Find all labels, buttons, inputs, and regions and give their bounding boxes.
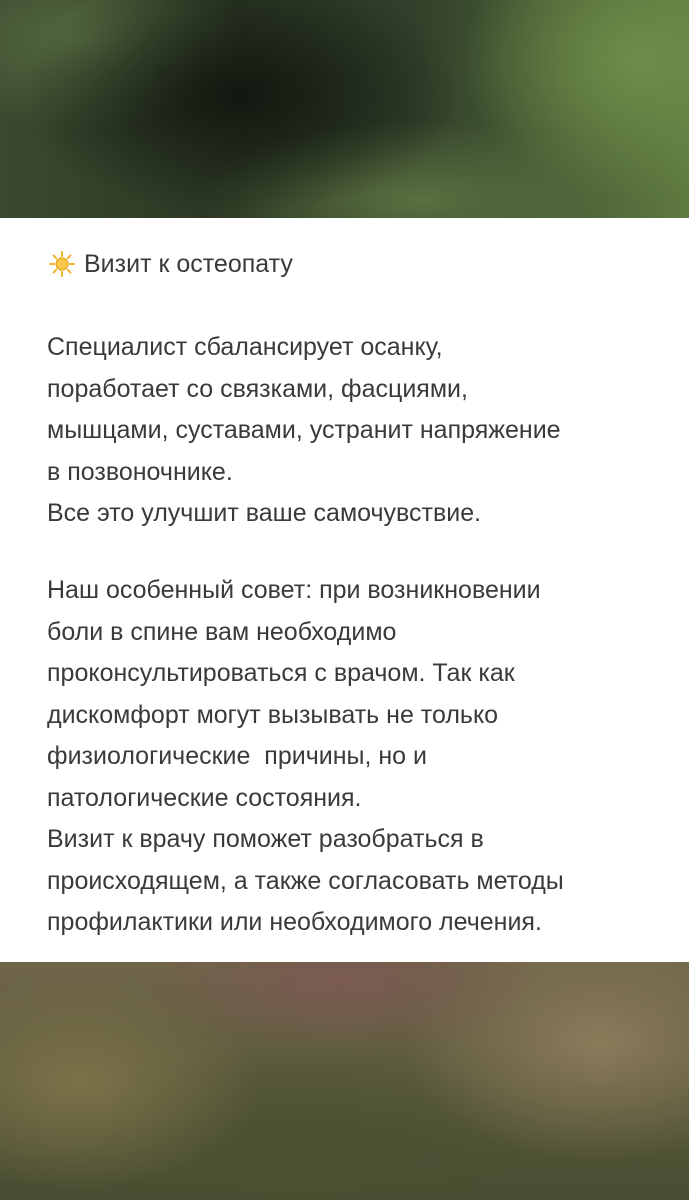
text-line: Все это улучшит ваше самочувствие. — [47, 499, 482, 527]
text-line: физиологические причины, но и — [47, 742, 427, 770]
post-title: Визит к остеопату — [84, 249, 293, 278]
text-line: дискомфорт могут вызывать не только — [47, 700, 499, 729]
sun-icon — [48, 250, 76, 278]
text-line: в позвоночнике. — [47, 457, 233, 486]
text-line: поработает со связками, фасциями, — [47, 374, 468, 403]
blurred-background-top — [0, 0, 689, 218]
text-line: Визит к врачу поможет разобраться в — [47, 825, 484, 853]
text-line: патологические состояния. — [47, 783, 362, 812]
text-line: профилактики или необходимого лечения. — [47, 908, 542, 936]
text-line: происходящем, а также согласовать методы — [47, 866, 564, 895]
text-line: Специалист сбалансирует осанку, — [47, 333, 443, 361]
text-line: Наш особенный совет: при возникновении — [47, 576, 541, 604]
text-line: боли в спине вам необходимо — [47, 617, 397, 646]
paragraph-1 — [47, 327, 677, 535]
post-title-row — [48, 246, 293, 282]
text-line: проконсультироваться с врачом. Так как — [47, 659, 515, 687]
text-line: мышцами, суставами, устранит напряжение — [47, 416, 561, 444]
paragraph-2 — [47, 570, 677, 944]
blurred-background-bottom — [0, 962, 689, 1200]
